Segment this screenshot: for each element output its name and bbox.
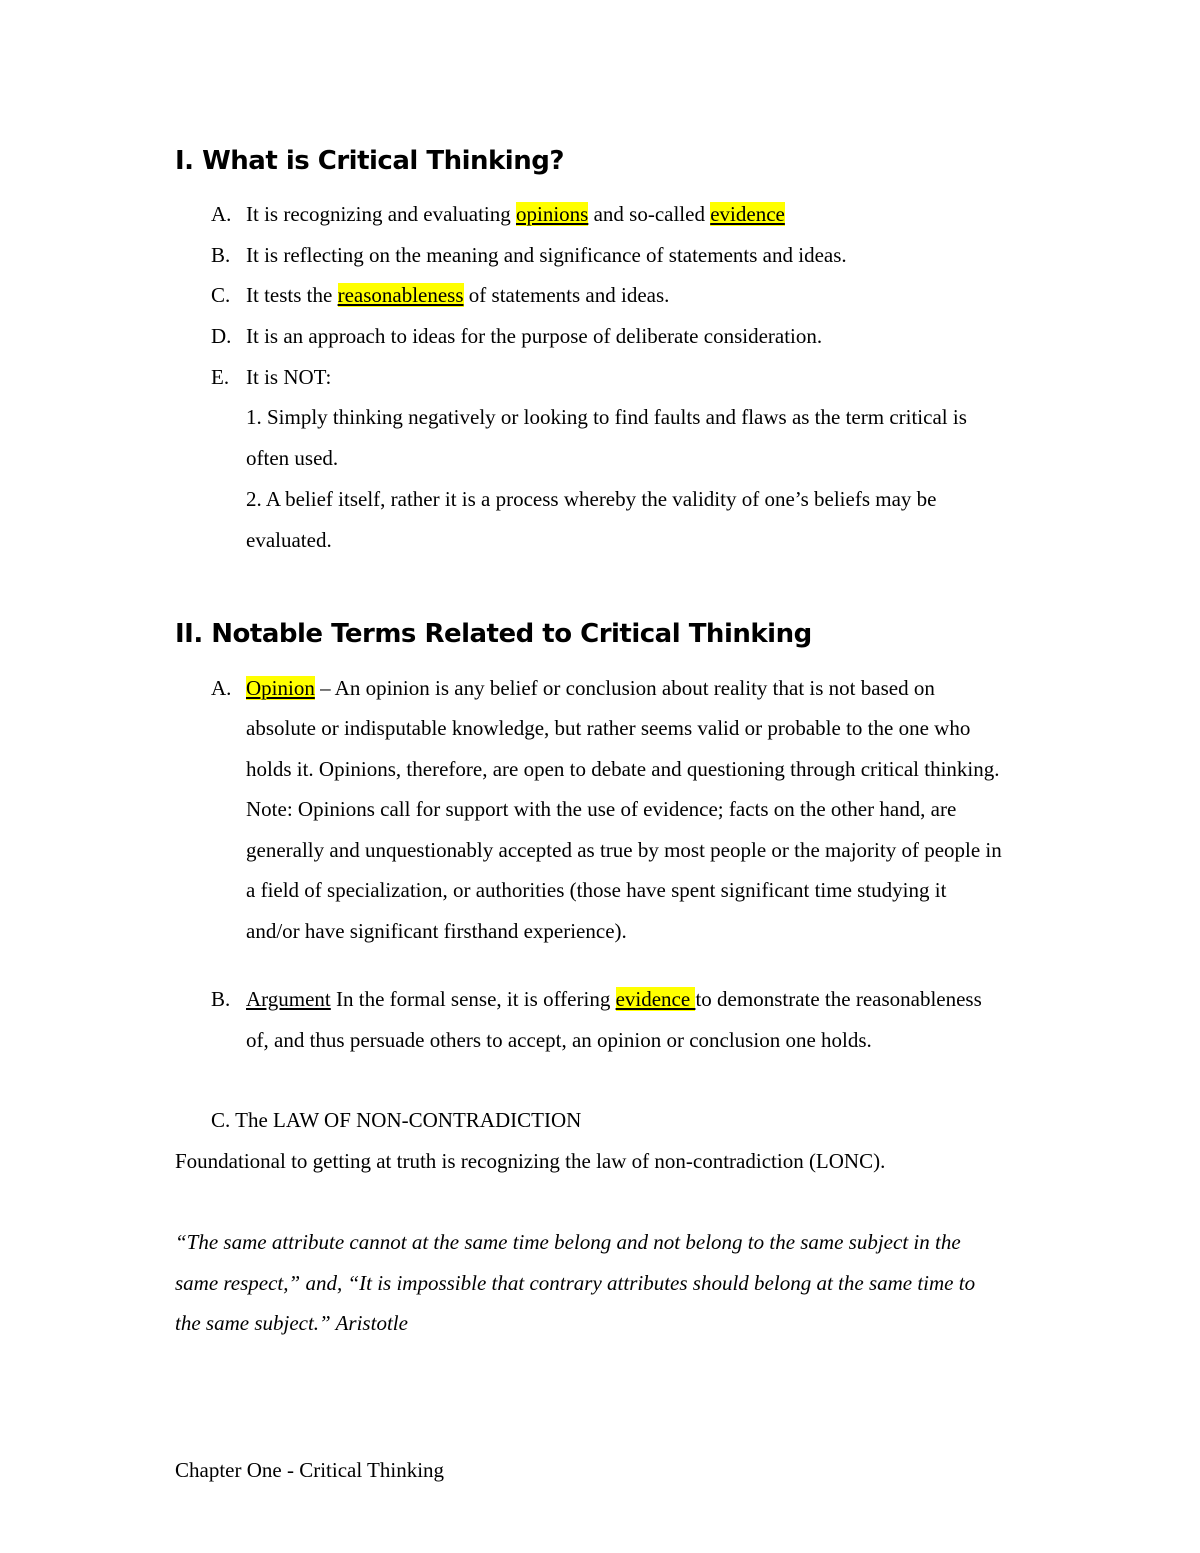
list-label: E. (211, 365, 230, 389)
quote-line: the same subject.” Aristotle (175, 1311, 408, 1335)
argument-first-line (246, 986, 982, 1012)
list-label: A. (211, 202, 232, 226)
section-2-heading: II. Notable Terms Related to Critical Thinking (175, 619, 812, 649)
opinion-line: absolute or indisputable knowledge, but rather seems valid or probable to the one who (246, 716, 971, 740)
opinion-line: generally and unquestionably accepted as true by most people or the majority of people in (246, 838, 1002, 862)
opinion-line: and/or have significant firsthand experience). (246, 919, 627, 943)
list-text-post: of statements and ideas. (463, 283, 670, 307)
quote-line: “The same attribute cannot at the same time belong and not belong to the same subject in the (175, 1230, 961, 1254)
highlight-evidence-argument: evidence (615, 987, 696, 1011)
list-label: D. (211, 324, 232, 348)
not-item-2-line-1: 2. A belief itself, rather it is a process whereby the validity of one’s beliefs may be (246, 487, 937, 511)
list-label: C. (211, 283, 231, 307)
opinion-line: Note: Opinions call for support with the use of evidence; facts on the other hand, are (246, 797, 957, 821)
law-title: C. The LAW OF NON-CONTRADICTION (211, 1108, 582, 1132)
law-intro: Foundational to getting at truth is recognizing the law of non-contradiction (LONC). (175, 1149, 886, 1173)
argument-line-2: of, and thus persuade others to accept, an opinion or conclusion one holds. (246, 1028, 872, 1052)
page-footer: Chapter One - Critical Thinking (175, 1458, 445, 1482)
list-text: It is an approach to ideas for the purpose of deliberate consideration. (246, 324, 823, 348)
list-text (246, 282, 669, 308)
list-text: It is NOT: (246, 365, 332, 389)
list-text-pre: It is recognizing and evaluating (246, 202, 516, 226)
section-1-heading: I. What is Critical Thinking? (175, 146, 564, 176)
highlight-opinions: opinions (516, 202, 589, 226)
not-item-2-line-2: evaluated. (246, 528, 332, 552)
quote-line: same respect,” and, “It is impossible that contrary attributes should belong at the same time to (175, 1271, 976, 1295)
opinion-line: a field of specialization, or authorities (those have spent significant time studying it (246, 878, 947, 902)
list-text (246, 201, 785, 227)
opinion-definition-start: – An opinion is any belief or conclusion about reality that is not based on (314, 676, 935, 700)
argument-text-post: to demonstrate the reasonableness (695, 987, 982, 1011)
list-label: B. (211, 987, 231, 1011)
opinion-line: holds it. Opinions, therefore, are open to debate and questioning through critical thinking. (246, 757, 1000, 781)
highlight-evidence: evidence (710, 202, 785, 226)
not-item-1-line-1: 1. Simply thinking negatively or looking to find faults and flaws as the term critical is (246, 405, 967, 429)
not-item-1-line-2: often used. (246, 446, 339, 470)
highlight-reasonableness: reasonableness (337, 283, 464, 307)
opinion-first-line (246, 675, 935, 701)
list-text: It is reflecting on the meaning and significance of statements and ideas. (246, 243, 847, 267)
list-label: A. (211, 676, 232, 700)
argument-term: Argument (246, 987, 331, 1011)
list-text-pre: It tests the (246, 283, 338, 307)
highlight-opinion-term: Opinion (246, 676, 315, 700)
list-label: B. (211, 243, 231, 267)
argument-text-pre: In the formal sense, it is offering (330, 987, 616, 1011)
list-text-mid: and so-called (588, 202, 711, 226)
